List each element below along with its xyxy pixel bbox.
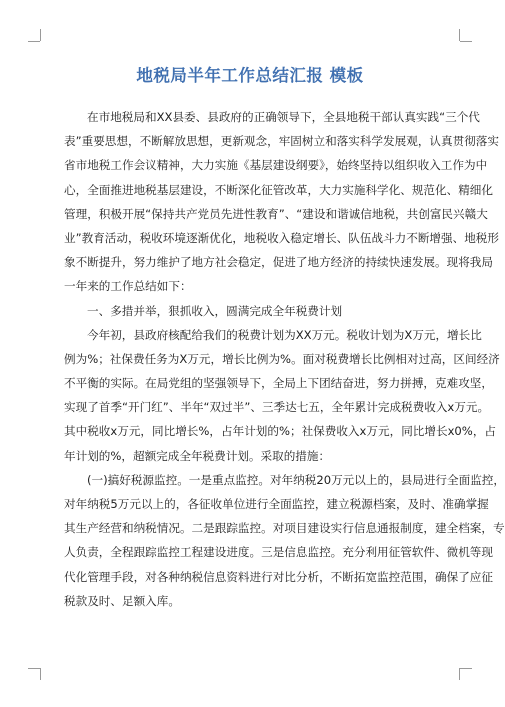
body-text-line: 年计划的%，超额完成全年税费计划。采取的措施： xyxy=(64,448,331,463)
body-text-line: 一、多措并举，狠抓收入，圆满完成全年税费计划 xyxy=(87,303,343,318)
document-title: 地税局半年工作总结汇报 模板 xyxy=(136,66,364,85)
body-text-line: 实现了首季“开门红”、半年“双过半”、三季达七五，全年累计完成税费收入x万元。 xyxy=(64,400,490,415)
body-text-line: 表”重要思想，不断解放思想，更新观念，牢固树立和落实科学发展观，认真贯彻落实 xyxy=(64,134,499,149)
body-text-line: 一年来的工作总结如下： xyxy=(64,279,192,294)
body-text-line: 其中税收x万元，同比增长%，占年计划的%；社保费收入x万元，同比增长x0%，占 xyxy=(64,424,497,439)
crop-mark-bottom-right xyxy=(459,668,460,680)
body-text-line: 象不断提升，努力维护了地方社会稳定，促进了地方经济的持续快速发展。现将我局 xyxy=(64,255,493,270)
body-text-line: 管理，积极开展“保持共产党员先进性教育”、“建设和谐诚信地税，共创富民兴赣大 xyxy=(64,206,488,221)
body-text-line: 今年初，县政府核配给我们的税费计划为XX万元。税收计划为X万元，增长比 xyxy=(87,327,482,342)
body-text-line: 税款及时、足额入库。 xyxy=(64,593,180,608)
crop-mark-top-right xyxy=(460,41,472,42)
body-text-line: 其生产经营和纳税情况。二是跟踪监控。对项目建设实行信息通报制度，建全档案，专 xyxy=(64,521,505,536)
crop-mark-bottom-right xyxy=(460,668,472,669)
body-text-line: 代化管理手段，对各种纳税信息资料进行对比分析，不断拓宽监控范围，确保了应征 xyxy=(64,569,493,584)
crop-mark-bottom-left xyxy=(40,668,41,680)
crop-mark-bottom-left xyxy=(28,668,40,669)
body-text-line: 业”教育活动，税收环境逐渐优化，地税收入稳定增长、队伍战斗力不断增强、地税形 xyxy=(64,230,499,245)
document-body xyxy=(64,105,505,613)
body-text-line: 心，全面推进地税基层建设，不断深化征管改革，大力实施科学化、规范化、精细化 xyxy=(64,182,493,197)
body-text-line: 省市地税工作会议精神，大力实施《基层建设纲要》，始终坚持以组织收入工作为中 xyxy=(64,158,488,173)
body-text-line: (一)搞好税源监控。一是重点监控。对年纳税20万元以上的，县局进行全面监控， xyxy=(87,472,505,487)
body-text-line: 不平衡的实际。在局党组的坚强领导下，全局上下团结奋进，努力拼搏，克难攻坚， xyxy=(64,376,493,391)
crop-mark-top-left xyxy=(40,29,41,41)
crop-mark-top-right xyxy=(459,29,460,41)
body-text-line: 人负责，全程跟踪监控工程建设进度。三是信息监控。充分利用征管软件、微机等现 xyxy=(64,545,493,560)
body-text-line: 例为%；社保费任务为X万元，增长比例为%。面对税费增长比例相对过高，区间经济 xyxy=(64,351,500,366)
body-text-line: 对年纳税5万元以上的，各征收单位进行全面监控，建立税源档案，及时、准确掌握 xyxy=(64,497,489,511)
body-text-line: 在市地税局和XX县委、县政府的正确领导下，全县地税干部认真实践“三个代 xyxy=(87,110,480,124)
crop-mark-top-left xyxy=(28,41,40,42)
